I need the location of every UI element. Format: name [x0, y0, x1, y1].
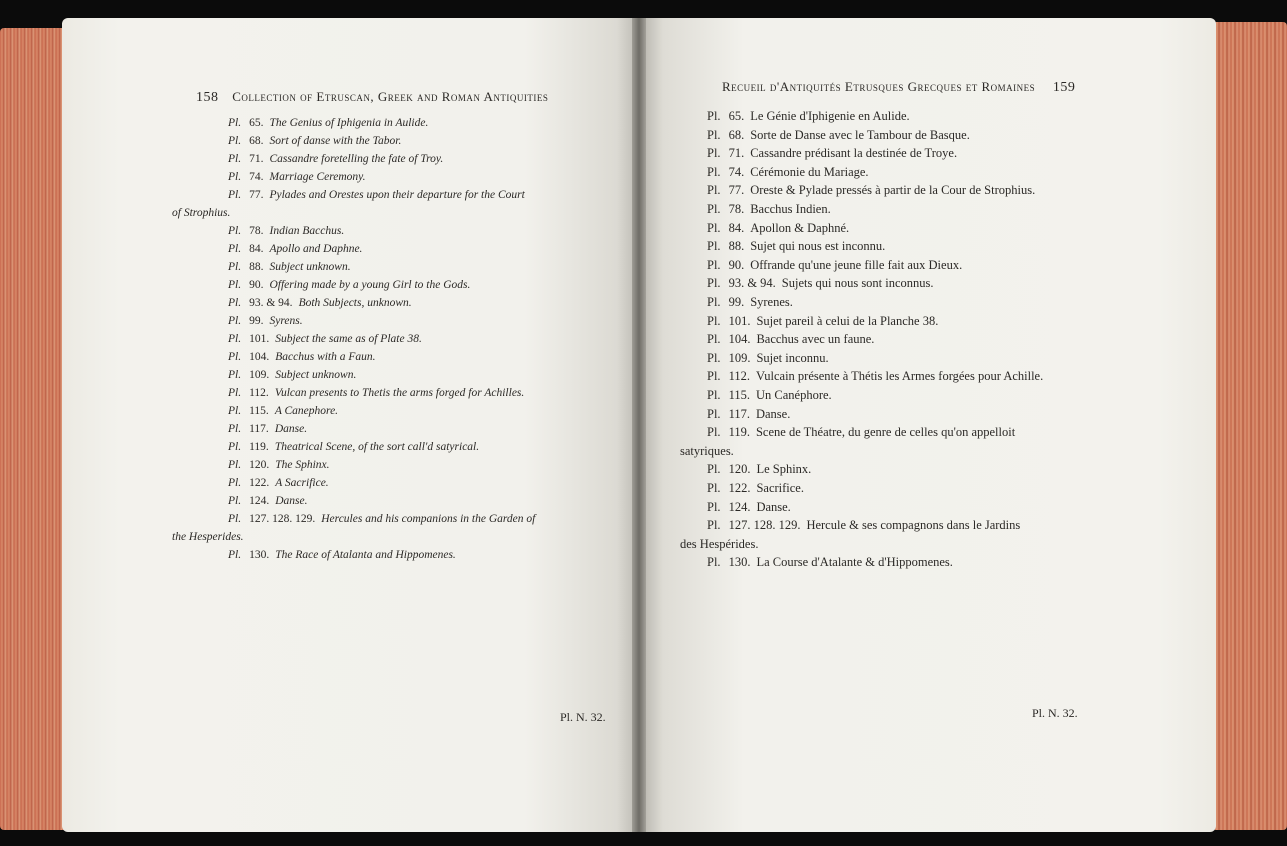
plate-label: Pl.: [707, 257, 721, 272]
plate-number: 124.: [249, 495, 270, 507]
right-page-number: 159: [1052, 80, 1076, 95]
plate-label: Pl.: [228, 405, 242, 417]
entry-line: [228, 331, 422, 347]
entry-line: [228, 313, 303, 329]
plate-number: 88.: [249, 261, 264, 273]
entry-line: [707, 294, 793, 310]
entry-text: Scene de Théatre, du genre de celles qu'on appelloit: [755, 425, 1016, 440]
entry-text: Sujet pareil à celui de la Planche 38.: [756, 313, 939, 328]
plate-number: 119.: [728, 425, 750, 440]
entry-line: [228, 385, 524, 401]
plate-number: 99.: [728, 295, 745, 309]
plate-label: Pl.: [707, 202, 721, 216]
plate-label: Pl.: [707, 369, 721, 384]
plate-number: 90.: [728, 257, 745, 272]
plate-label: Pl.: [707, 127, 721, 142]
plate-number: 77.: [249, 189, 264, 201]
entry-text: Danse.: [274, 423, 308, 435]
plate-label: Pl.: [228, 261, 242, 273]
plate-label: Pl.: [228, 369, 242, 381]
entry-text: The Genius of Iphigenia in Aulide.: [269, 117, 429, 129]
entry-text: Vulcain présente à Thétis les Armes forgées pour Achille.: [755, 369, 1044, 384]
plate-label: Pl.: [228, 153, 242, 165]
entry-text: Sacrifice.: [756, 481, 804, 495]
entry-line: [228, 187, 525, 203]
plate-number: 127. 128. 129.: [249, 513, 316, 525]
plate-label: Pl.: [707, 481, 721, 495]
entry-text: Subject the same as of Plate 38.: [275, 333, 422, 345]
plate-label: Pl.: [707, 388, 721, 402]
entry-text: Le Génie d'Iphigenie en Aulide.: [750, 109, 910, 123]
entry-text: Bacchus Indien.: [750, 202, 831, 216]
entry-text: Offrande qu'une jeune fille fait aux Dieux.: [750, 257, 963, 272]
entry-line: [707, 238, 885, 254]
entry-line: [228, 115, 428, 131]
plate-number: 130.: [249, 549, 270, 561]
plate-number: 109.: [249, 369, 270, 381]
entry-text: the Hesperides.: [172, 531, 244, 543]
entry-line: [707, 164, 869, 180]
entry-line: [228, 277, 470, 293]
plate-number: 101.: [728, 313, 751, 328]
plate-number: 109.: [728, 350, 751, 365]
plate-label: Pl.: [707, 518, 721, 533]
left-running-head: Collection of Etruscan, Greek and Roman Antiquities: [232, 89, 549, 104]
entry-text: Cassandre foretelling the fate of Troy.: [269, 153, 444, 165]
entry-text: Sort of danse with the Tabor.: [269, 135, 402, 147]
plate-number: 101.: [249, 333, 270, 345]
entry-line: [707, 350, 829, 366]
book-gutter: [632, 18, 646, 832]
entry-text: Un Canéphore.: [755, 388, 832, 402]
entry-line: [228, 421, 307, 437]
entry-line: [707, 480, 804, 496]
entry-line: [707, 220, 849, 236]
plate-label: Pl.: [707, 499, 721, 514]
entry-text: Sujets qui nous sont inconnus.: [781, 276, 934, 291]
plate-label: Pl.: [228, 117, 242, 129]
plate-number: 122.: [249, 477, 270, 489]
entry-line: [707, 424, 1015, 440]
plate-number: 71.: [728, 146, 745, 161]
plate-label: Pl.: [228, 189, 242, 201]
plate-number: 115.: [249, 405, 269, 417]
entry-text: Offering made by a young Girl to the Gods.: [269, 279, 471, 291]
entry-line: [228, 223, 344, 239]
entry-line: [228, 457, 330, 473]
plate-label: Pl.: [228, 243, 242, 255]
plate-number: 84.: [249, 243, 264, 255]
plate-number: 119.: [249, 441, 269, 453]
plate-label: Pl.: [228, 477, 242, 489]
plate-number: 78.: [249, 225, 264, 237]
entry-line: [707, 499, 791, 515]
plate-number: 68.: [728, 127, 745, 142]
entry-text: Theatrical Scene, of the sort call'd satyrical.: [274, 441, 480, 453]
plate-number: 104.: [249, 351, 270, 363]
plate-number: 115.: [728, 388, 750, 402]
plate-number: 93. & 94.: [249, 297, 293, 309]
plate-number: 65.: [249, 117, 264, 129]
plate-label: Pl.: [228, 513, 242, 525]
entry-line: [228, 475, 329, 491]
plate-label: Pl.: [228, 315, 242, 327]
entry-line: [707, 313, 938, 329]
entry-text: Vulcan presents to Thetis the arms forged for Achilles.: [274, 387, 525, 399]
plate-label: Pl.: [707, 164, 721, 179]
entry-line: [228, 241, 362, 257]
plate-number: 120.: [728, 462, 751, 477]
entry-line: [680, 443, 734, 459]
plate-label: Pl.: [228, 225, 242, 237]
entry-text: Danse.: [756, 499, 791, 514]
entry-text: A Canephore.: [274, 405, 339, 417]
plate-label: Pl.: [228, 441, 242, 453]
plate-label: Pl.: [707, 220, 721, 235]
left-page-number: 158: [196, 90, 219, 105]
plate-label: Pl.: [707, 239, 721, 254]
plate-number: 90.: [249, 279, 264, 291]
plate-number: 112.: [728, 369, 750, 384]
entry-line: [707, 554, 953, 570]
left-header: [196, 89, 548, 106]
plate-number: 65.: [728, 109, 745, 123]
plate-number: 117.: [249, 423, 269, 435]
entry-text: The Race of Atalanta and Hippomenes.: [275, 549, 456, 561]
entry-text: Hercule & ses compagnons dans le Jardins: [806, 518, 1021, 533]
entry-line: [228, 151, 443, 167]
plate-number: 93. & 94.: [728, 276, 776, 291]
plate-number: 78.: [728, 202, 745, 216]
plate-label: Pl.: [707, 406, 721, 421]
entry-text: Sujet qui nous est inconnu.: [750, 239, 886, 254]
plate-label: Pl.: [228, 495, 242, 507]
plate-number: 74.: [249, 171, 264, 183]
entry-line: [707, 387, 832, 403]
plate-number: 112.: [249, 387, 269, 399]
entry-line: [228, 169, 366, 185]
entry-text: Bacchus avec un faune.: [756, 332, 875, 347]
entry-line: [228, 367, 356, 383]
entry-line: [228, 349, 376, 365]
entry-text: La Course d'Atalante & d'Hippomenes.: [756, 555, 953, 570]
entry-text: Oreste & Pylade pressés à partir de la Cour de Strophius.: [750, 183, 1036, 198]
plate-number: 124.: [728, 499, 751, 514]
entry-text: Cassandre prédisant la destinée de Troye.: [750, 146, 958, 161]
entry-line: [707, 517, 1020, 533]
entry-text: Cérémonie du Mariage.: [750, 164, 869, 179]
plate-label: Pl.: [228, 279, 242, 291]
entry-text: of Strophius.: [172, 207, 231, 219]
entry-text: Apollo and Daphne.: [269, 243, 363, 255]
plate-label: Pl.: [228, 171, 242, 183]
entry-line: [172, 205, 230, 221]
entry-line: [707, 406, 790, 422]
plate-number: 99.: [249, 315, 264, 327]
entry-line: [707, 257, 962, 273]
plate-number: 127. 128. 129.: [728, 518, 801, 533]
plate-number: 88.: [728, 239, 745, 254]
plate-label: Pl.: [707, 109, 721, 123]
entry-line: [228, 493, 308, 509]
plate-number: 130.: [728, 555, 751, 570]
right-header: [722, 79, 1075, 96]
plate-label: Pl.: [228, 297, 242, 309]
entry-text: Danse.: [275, 495, 308, 507]
entry-line: [228, 511, 535, 527]
entry-text: Sorte de Danse avec le Tambour de Basque.: [750, 127, 970, 142]
entry-line: [707, 368, 1043, 384]
entry-line: [707, 145, 957, 161]
entry-line: [228, 403, 338, 419]
entry-line: [707, 201, 831, 217]
entry-line: [680, 536, 758, 552]
entry-line: [228, 133, 401, 149]
plate-number: 71.: [249, 153, 264, 165]
right-footer: Pl. N. 32.: [1032, 706, 1078, 720]
entry-text: Subject unknown.: [269, 261, 351, 273]
entry-text: A Sacrifice.: [275, 477, 329, 489]
plate-number: 122.: [728, 481, 751, 495]
entry-text: Indian Bacchus.: [269, 225, 345, 237]
entry-line: [707, 331, 874, 347]
plate-label: Pl.: [707, 146, 721, 161]
entry-line: [707, 182, 1035, 198]
plate-label: Pl.: [707, 462, 721, 477]
entry-text: Subject unknown.: [275, 369, 357, 381]
entry-text: Pylades and Orestes upon their departure for the Court: [269, 189, 525, 201]
entry-line: [172, 529, 244, 545]
plate-label: Pl.: [707, 276, 721, 291]
plate-label: Pl.: [228, 333, 242, 345]
left-footer: Pl. N. 32.: [560, 710, 606, 724]
plate-number: 104.: [728, 332, 751, 347]
plate-label: Pl.: [228, 135, 242, 147]
entry-text: Hercules and his companions in the Garden of: [321, 513, 536, 525]
entry-line: [707, 108, 910, 124]
entry-line: [228, 439, 479, 455]
plate-label: Pl.: [228, 423, 242, 435]
entry-text: Danse.: [755, 406, 791, 421]
plate-label: Pl.: [707, 425, 721, 440]
entry-line: [228, 547, 456, 563]
entry-text: Syrenes.: [750, 295, 793, 309]
plate-label: Pl.: [707, 350, 721, 365]
right-running-head: Recueil d'Antiquités Etrusques Grecques et Romaines: [722, 79, 1036, 94]
entry-line: [228, 295, 412, 311]
entry-text: Syrens.: [269, 315, 303, 327]
plate-label: Pl.: [707, 332, 721, 347]
plate-number: 77.: [728, 183, 745, 198]
entry-line: [707, 127, 970, 143]
plate-label: Pl.: [707, 295, 721, 309]
plate-number: 68.: [249, 135, 264, 147]
entry-text: Both Subjects, unknown.: [298, 297, 412, 309]
entry-line: [228, 259, 351, 275]
entry-text: Apollon & Daphné.: [750, 220, 850, 235]
entry-text: satyriques.: [680, 443, 734, 458]
plate-number: 120.: [249, 459, 270, 471]
entry-line: [707, 275, 934, 291]
plate-label: Pl.: [707, 313, 721, 328]
plate-label: Pl.: [228, 351, 242, 363]
entry-text: The Sphinx.: [275, 459, 330, 471]
plate-number: 84.: [728, 220, 745, 235]
entry-text: Marriage Ceremony.: [269, 171, 366, 183]
entry-text: Sujet inconnu.: [756, 350, 829, 365]
plate-number: 117.: [728, 406, 750, 421]
plate-label: Pl.: [228, 387, 242, 399]
plate-label: Pl.: [707, 183, 721, 198]
plate-label: Pl.: [228, 549, 242, 561]
entry-text: des Hespérides.: [680, 536, 759, 551]
plate-number: 74.: [728, 164, 745, 179]
entry-line: [707, 461, 811, 477]
entry-text: Bacchus with a Faun.: [275, 351, 376, 363]
plate-label: Pl.: [707, 555, 721, 570]
right-page-edges: [1215, 22, 1287, 830]
plate-label: Pl.: [228, 459, 242, 471]
entry-text: Le Sphinx.: [756, 462, 812, 477]
